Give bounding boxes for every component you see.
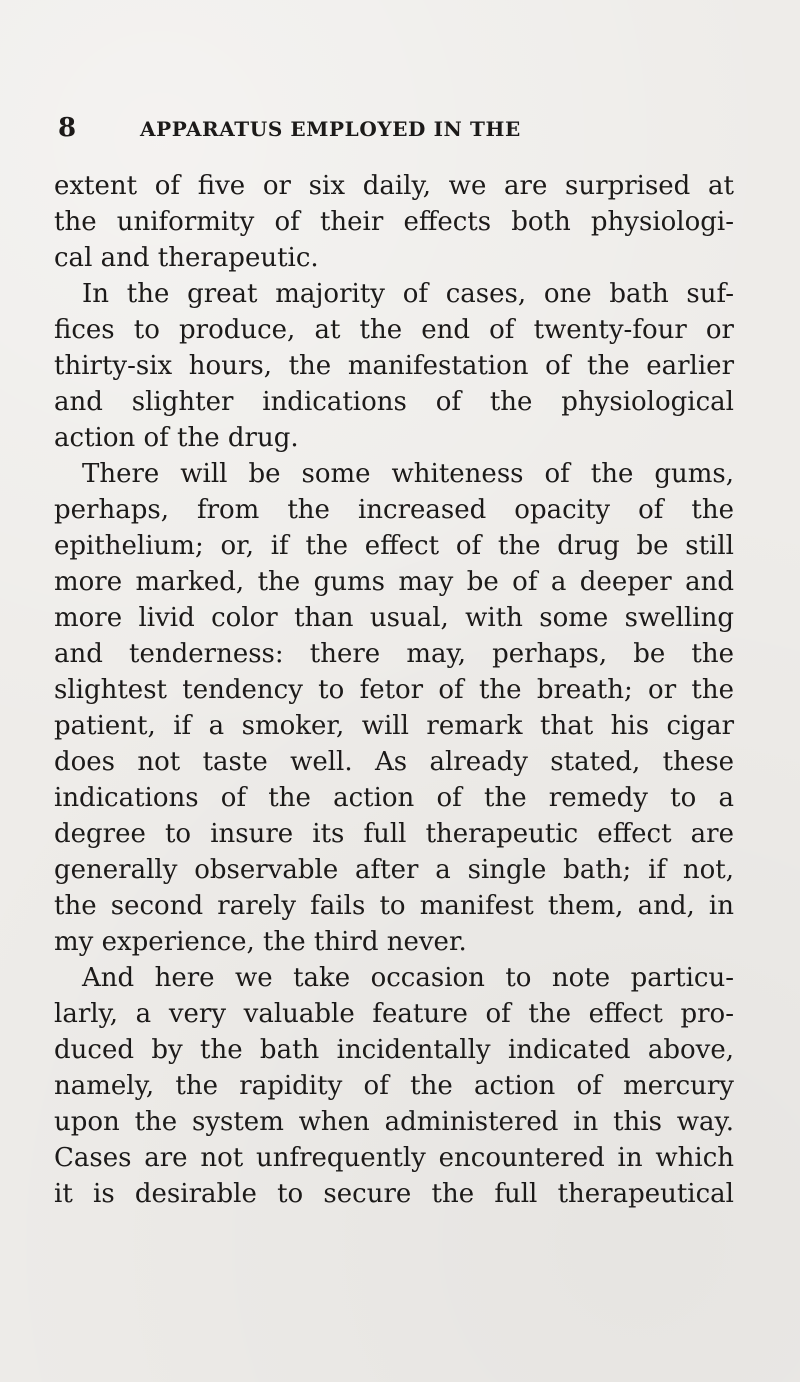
text-line: the uniformity of their effects both physiologi- [54,207,734,237]
text-line: the second rarely fails to manifest them, and, in [54,891,734,921]
text-line: namely, the rapidity of the action of mercury [54,1071,734,1101]
text-line: fices to produce, at the end of twenty-four or [54,315,734,345]
text-line: perhaps, from the increased opacity of the [54,495,734,525]
text-line: upon the system when administered in this way. [54,1107,734,1137]
text-line: and slighter indications of the physiological [54,387,734,417]
text-line: more marked, the gums may be of a deeper and [54,567,734,597]
text-line: slightest tendency to fetor of the breath; or the [54,675,734,705]
running-head: APPARATUS EMPLOYED IN THE [140,117,521,141]
text-line: There will be some whiteness of the gums, [82,459,734,489]
text-line: and tenderness: there may, perhaps, be the [54,639,734,669]
text-line: degree to insure its full therapeutic effect are [54,819,734,849]
page-header [58,112,738,144]
text-line: indications of the action of the remedy to a [54,783,734,813]
text-line: epithelium; or, if the effect of the drug be still [54,531,734,561]
text-line: In the great majority of cases, one bath suf- [82,279,734,309]
text-line: thirty-six hours, the manifestation of the earlier [54,351,734,381]
text-line: cal and therapeutic. [54,243,319,273]
text-line: it is desirable to secure the full therapeutical [54,1179,734,1209]
text-line: larly, a very valuable feature of the effect pro- [54,999,734,1029]
text-line: duced by the bath incidentally indicated above, [54,1035,734,1065]
text-line: Cases are not unfrequently encountered in which [54,1143,734,1173]
text-line: my experience, the third never. [54,927,467,957]
text-line: generally observable after a single bath; if not, [54,855,734,885]
text-line: action of the drug. [54,423,299,453]
text-line: patient, if a smoker, will remark that his cigar [54,711,734,741]
text-line: more livid color than usual, with some swelling [54,603,734,633]
text-line: extent of five or six daily, we are surprised at [54,171,734,201]
text-line: does not taste well. As already stated, these [54,747,734,777]
text-line: And here we take occasion to note particu- [82,963,734,993]
page-number: 8 [58,113,77,143]
